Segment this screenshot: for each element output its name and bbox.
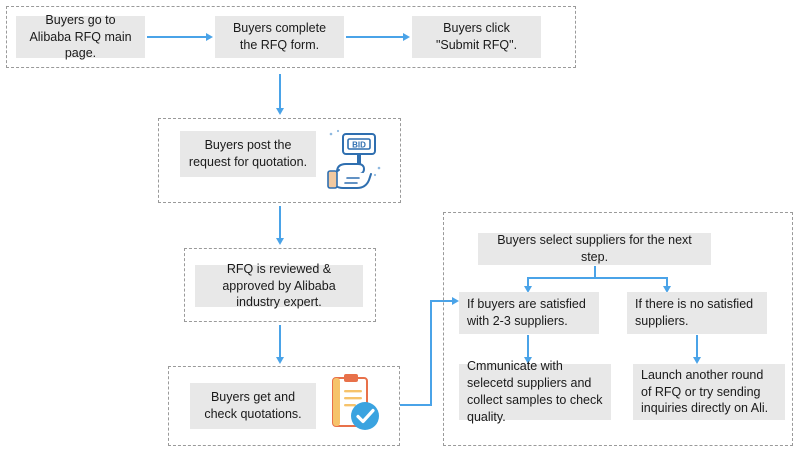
arrow-n1-to-n2 bbox=[147, 36, 207, 38]
node-buyers-click-submit[interactable]: Buyers click "Submit RFQ". bbox=[412, 16, 541, 58]
arrow-top-to-post bbox=[279, 74, 281, 110]
node-communicate-collect-samples[interactable]: Cmmunicate with selecetd suppliers and collect samples to check quality. bbox=[459, 364, 611, 420]
node-buyers-check-quotations[interactable]: Buyers get and check quotations. bbox=[190, 383, 316, 429]
arrow-head-review-to-quotations bbox=[276, 357, 284, 364]
arrow-quotations-elbow-horizontal bbox=[400, 404, 432, 406]
arrow-quotations-elbow-vertical bbox=[430, 300, 432, 405]
arrow-head-post-to-review bbox=[276, 238, 284, 245]
arrow-nosatisfied-to-relaunch bbox=[696, 335, 698, 359]
arrow-head-top-to-post bbox=[276, 108, 284, 115]
node-buyers-complete-form[interactable]: Buyers complete the RFQ form. bbox=[215, 16, 344, 58]
node-select-suppliers[interactable]: Buyers select suppliers for the next step. bbox=[478, 233, 711, 265]
node-rfq-reviewed-approved[interactable]: RFQ is reviewed & approved by Alibaba industry expert. bbox=[195, 265, 363, 307]
arrow-satisfied-to-communicate bbox=[527, 335, 529, 359]
arrow-head-nosatisfied-to-relaunch bbox=[693, 357, 701, 364]
node-satisfied-suppliers[interactable]: If buyers are satisfied with 2-3 suppliers. bbox=[459, 292, 599, 334]
node-launch-another-round[interactable]: Launch another round of RFQ or try sending inquiries directly on Ali. bbox=[633, 364, 785, 420]
clipboard-check-icon bbox=[325, 372, 383, 434]
bid-hand-icon bbox=[327, 128, 383, 190]
arrow-post-to-review bbox=[279, 206, 281, 240]
branch-bar bbox=[527, 277, 667, 279]
arrow-head-n2-to-n3 bbox=[403, 33, 410, 41]
svg-text:BID: BID bbox=[352, 140, 366, 150]
node-buyers-post-request[interactable]: Buyers post the request for quotation. bbox=[180, 131, 316, 177]
arrow-head-n1-to-n2 bbox=[206, 33, 213, 41]
arrow-n2-to-n3 bbox=[346, 36, 404, 38]
node-no-satisfied-suppliers[interactable]: If there is no satisfied suppliers. bbox=[627, 292, 767, 334]
arrow-review-to-quotations bbox=[279, 325, 281, 359]
node-buyers-go-to-rfq-page[interactable]: Buyers go to Alibaba RFQ main page. bbox=[16, 16, 145, 58]
